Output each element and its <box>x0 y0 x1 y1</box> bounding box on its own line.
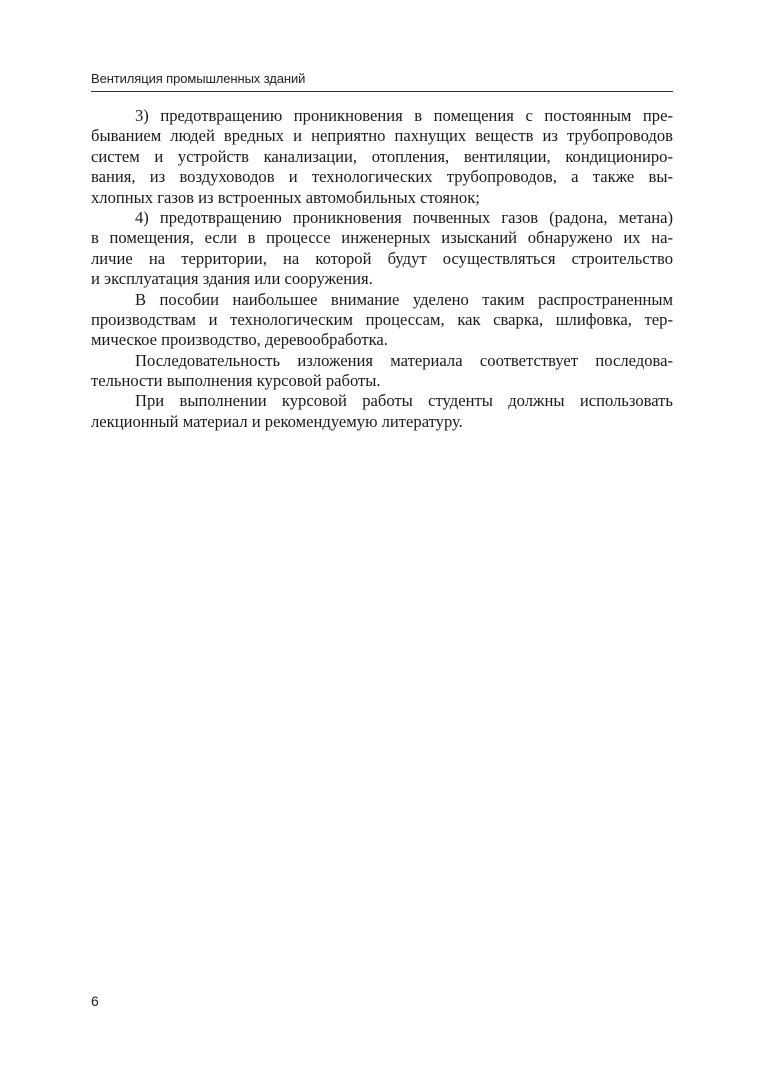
body-text <box>91 106 673 432</box>
paragraph-line: лекционный материал и рекомендуемую литературу. <box>91 411 463 431</box>
running-header: Вентиляция промышленных зданий <box>91 71 306 86</box>
paragraph-line: мическое производство, деревообработка. <box>91 330 388 350</box>
paragraph-3 <box>91 290 673 351</box>
paragraph-line: систем и устройств канализации, отопления, вентиляции, кондициониро- <box>91 146 673 166</box>
paragraph-line: В пособии наибольшее внимание уделено таким распространенным <box>135 289 673 309</box>
page-number: 6 <box>91 993 99 1009</box>
paragraph-line: производствам и технологическим процессам, как сварка, шлифовка, тер- <box>91 309 673 329</box>
paragraph-line: хлопных газов из встроенных автомобильных стоянок; <box>91 187 480 207</box>
paragraph-line: 3) предотвращению проникновения в помещения с постоянным пре- <box>135 106 673 125</box>
paragraph-line: личие на территории, на которой будут осуществляться строительство <box>91 248 673 268</box>
paragraph-5 <box>91 391 673 432</box>
paragraph-line: и эксплуатация здания или сооружения. <box>91 269 373 289</box>
paragraph-line: в помещения, если в процессе инженерных изысканий обнаружено их на- <box>91 228 673 248</box>
paragraph-line: тельности выполнения курсовой работы. <box>91 371 381 391</box>
paragraph-line: Последовательность изложения материала соответствует последова- <box>135 350 673 370</box>
paragraph-4 <box>91 351 673 392</box>
paragraph-1 <box>91 106 673 208</box>
paragraph-2 <box>91 208 673 290</box>
paragraph-line: 4) предотвращению проникновения почвенных газов (радона, метана) <box>135 207 673 227</box>
paragraph-line: вания, из воздуховодов и технологических трубопроводов, а также вы- <box>91 167 673 187</box>
paragraph-line: При выполнении курсовой работы студенты должны использовать <box>135 391 673 411</box>
header-rule <box>91 91 673 92</box>
paragraph-line: быванием людей вредных и неприятно пахнущих веществ из трубопроводов <box>91 126 673 146</box>
